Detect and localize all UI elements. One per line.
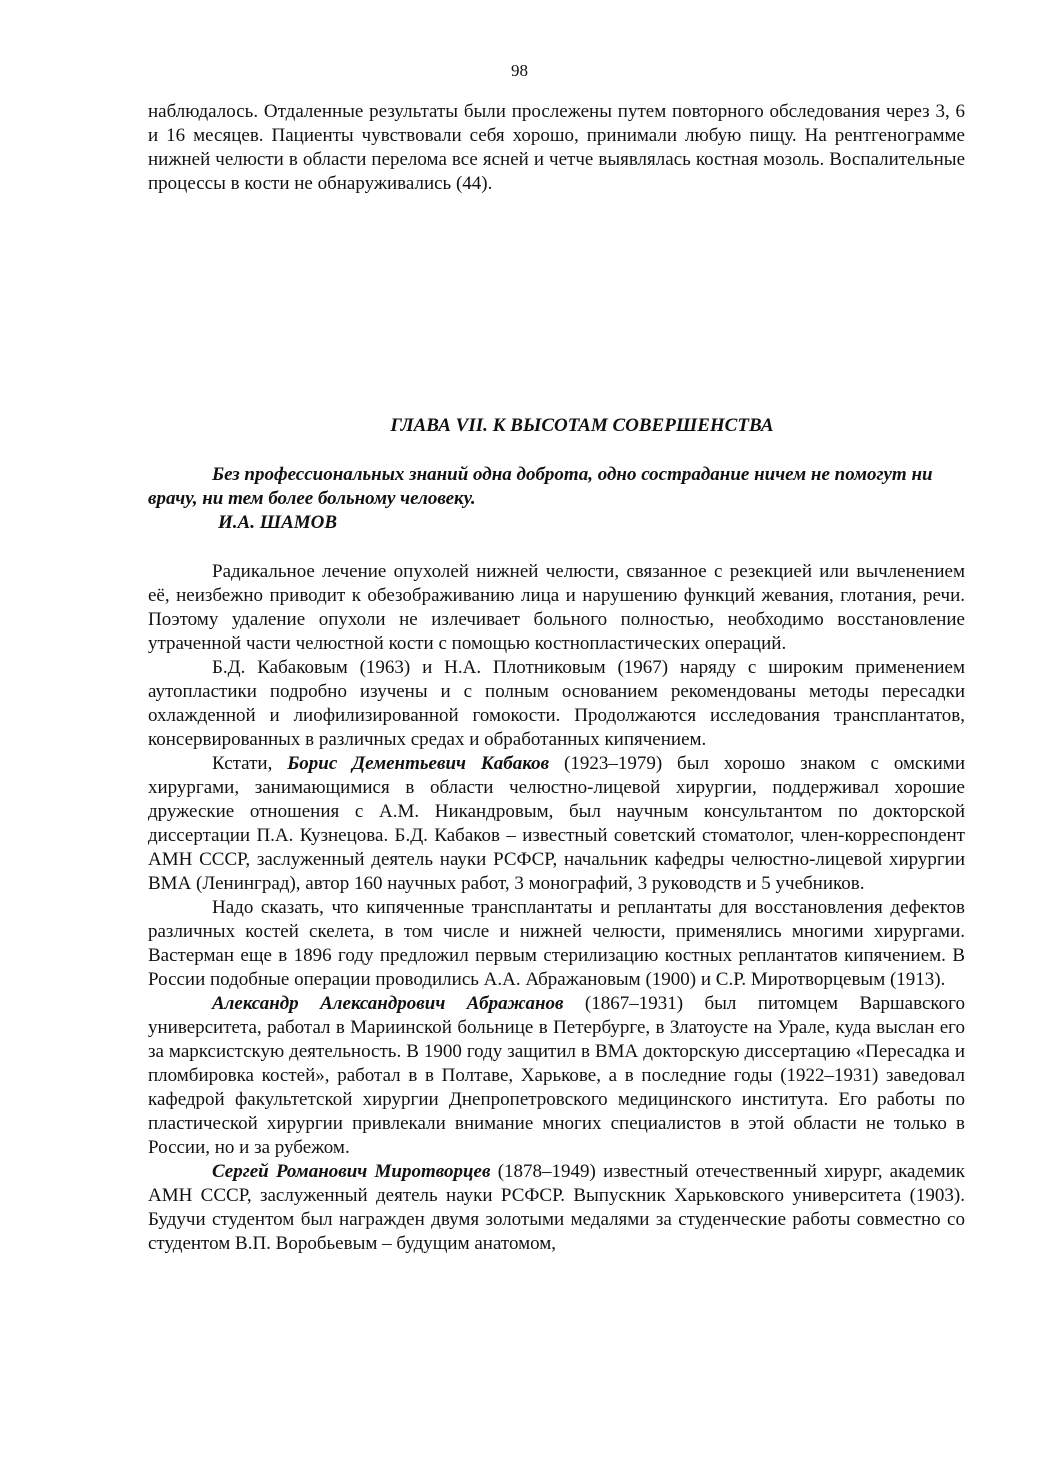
epigraph-author: И.А. ШАМОВ [218, 512, 338, 533]
chapter-title: ГЛАВА VII. К ВЫСОТАМ СОВЕРШЕНСТВА [390, 415, 774, 436]
epigraph-quote: Без профессиональных знаний одна доброта, одно сострадание ничем не помогут ни врачу, ни тем более больному человеку. [148, 464, 933, 509]
person-name-kabakov: Борис Дементьевич Кабаков [287, 753, 550, 774]
page-number: 98 [511, 61, 528, 80]
paragraph-4: Надо сказать, что кипяченные трансплантаты и реплантаты для восстановления дефектов различных костей скелета, в том числе и нижней челюсти, применялись многими хирургами. Вастерман еще в 1896 году предложил первым стерилизацию костных реплантатов кипячением. В России подобные операции проводились А.А. Абражановым (1900) и С.Р. Миротворцевым (1913). [148, 897, 965, 990]
paragraph-3-lead: Кстати, [212, 753, 273, 774]
person-name-mirotvortsev: Сергей Романович Миротворцев [212, 1161, 491, 1182]
paragraph-3 [148, 752, 965, 896]
paragraph-6 [148, 1160, 965, 1256]
paragraph-1: Радикальное лечение опухолей нижней челюсти, связанное с резекцией или вычленением её, неизбежно приводит к обезображиванию лица и нарушению функций жевания, глотания, речи. Поэтому удаление опухоли не излечивает больного полностью, необходимо восстановление утраченной части челюстной кости с помощью костнопластических операций. [148, 561, 965, 654]
chapter-body [148, 560, 965, 1256]
paragraph-3-text: (1923–1979) был хорошо знаком с омскими хирургами, занимающимися в области челюстно-лицевой хирургии, поддерживал хорошие дружеские отношения с А.М. Никандровым, был научным консультантом по докторской диссертации П.А. Кузнецова. Б.Д. Кабаков – известный советский стоматолог, член-корреспондент АМН СССР, заслуженный деятель науки РСФСР, начальник кафедры челюстно-лицевой хирургии ВМА (Ленинград), автор 160 научных работ, 3 монографий, 3 руководств и 5 учебников. [148, 753, 965, 894]
intro-paragraph: наблюдалось. Отдаленные результаты были прослежены путем повторного обследования через 3, 6 и 16 месяцев. Пациенты чувствовали себя хорошо, принимали любую пищу. На рентгенограмме нижней челюсти в области перелома все ясней и четче выявлялась костная мозоль. Воспалительные процессы в кости не обнаруживались (44). [148, 101, 965, 194]
paragraph-5-text: (1867–1931) был питомцем Варшавского университета, работал в Мариинской больнице в Петербурге, в Златоусте на Урале, куда выслан его за марксистскую деятельность. В 1900 году защитил в ВМА докторскую диссертацию «Пересадка и пломбировка костей», работал в в Полтаве, Харькове, а в последние годы (1922–1931) заведовал кафедрой факультетской хирургии Днепропетровского медицинского института. Его работы по пластической хирургии привлекали внимание многих специалистов в этой области не только в России, но и за рубежом. [148, 993, 965, 1158]
person-name-abrazhanov: Александр Александрович Абражанов [212, 993, 564, 1014]
paragraph-5 [148, 992, 965, 1160]
paragraph-2: Б.Д. Кабаковым (1963) и Н.А. Плотниковым (1967) наряду с широким применением аутопластики подробно изучены и с полным основанием рекомендованы методы пересадки охлажденной и лиофилизированной гомокости. Продолжаются исследования трансплантатов, консервированных в различных средах и обработанных кипячением. [148, 657, 965, 750]
epigraph [148, 463, 965, 535]
paragraph-6-text: (1878–1949) известный отечественный хирург, академик АМН СССР, заслуженный деятель науки РСФСР. Выпускник Харьковского университета (1903). Будучи студентом был награжден двумя золотыми медалями за студенческие работы совместно со студентом В.П. Воробьевым – будущим анатомом, [148, 1161, 966, 1254]
intro-text-block [148, 100, 965, 196]
